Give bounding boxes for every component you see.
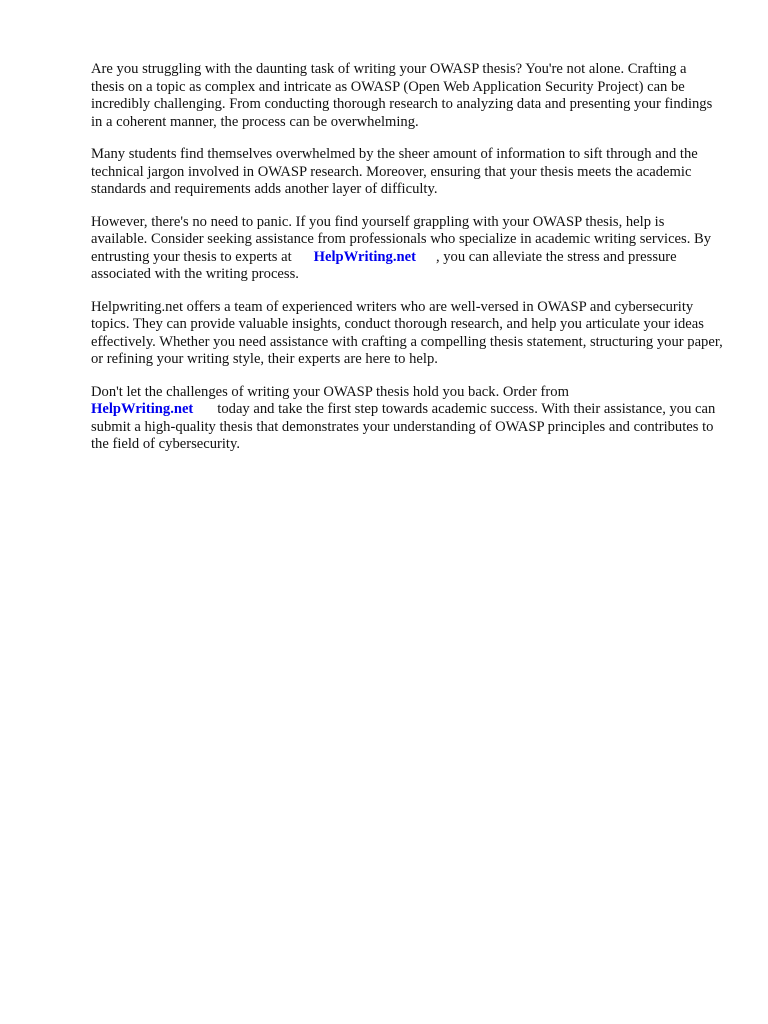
helpwriting-link-1[interactable]: HelpWriting.net	[313, 248, 416, 265]
document-body	[91, 61, 723, 469]
paragraph-order	[91, 384, 723, 454]
paragraph-help-text-after: , you can alleviate the stress and pressure associated with the writing process.	[91, 248, 677, 282]
paragraph-intro: Are you struggling with the daunting task of writing your OWASP thesis? You're not alone. Crafting a thesis on a topic as complex and intricate as OWASP (Open Web Application Security Project) can be incredibly challenging. From conducting thorough research to analyzing data and presenting your findings in a coherent manner, the process can be overwhelming.	[91, 61, 713, 130]
paragraph-help	[91, 214, 723, 284]
paragraph-order-text-before: Don't let the challenges of writing your OWASP thesis hold you back. Order from	[91, 383, 569, 400]
paragraph-offer: Helpwriting.net offers a team of experienced writers who are well-versed in OWASP and cybersecurity topics. They can provide valuable insights, conduct thorough research, and help you articulate your ideas effectively. Whether you need assistance with crafting a compelling thesis statement, structuring your paper, or refining your writing style, their experts are here to help.	[91, 298, 723, 367]
helpwriting-link-2[interactable]: HelpWriting.net	[91, 401, 194, 417]
paragraph-help-text-before: However, there's no need to panic. If you find yourself grappling with your OWASP thesis, help is available. Consider seeking assistance from professionals who specialize in academic writing services. By entrusting your thesis to experts at	[91, 213, 712, 265]
paragraph-order-text-after: today and take the first step towards academic success. With their assistance, you can submit a high-quality thesis that demonstrates your understanding of OWASP principles and contributes to the field of cybersecurity.	[91, 401, 716, 452]
paragraph-challenges: Many students find themselves overwhelmed by the sheer amount of information to sift through and the technical jargon involved in OWASP research. Moreover, ensuring that your thesis meets the academic standards and requirements adds another layer of difficulty.	[91, 146, 698, 197]
